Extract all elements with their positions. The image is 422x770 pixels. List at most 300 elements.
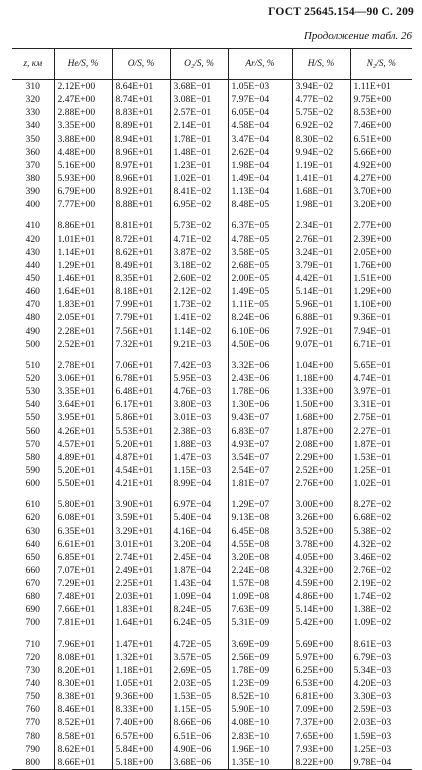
ratio-cell: 5.84E+00: [112, 743, 170, 756]
table-row: [12, 259, 412, 272]
table-row: [12, 311, 412, 324]
ratio-cell: 1.98E−04: [228, 159, 292, 172]
altitude-cell: 790: [25, 743, 40, 755]
ratio-cell: 1.87E−01: [350, 438, 412, 451]
ratio-cell: 2.12E+00: [54, 80, 112, 94]
ratio-cell: 2.83E−10: [228, 730, 292, 743]
ratio-cell: 1.88E−03: [170, 438, 228, 451]
altitude-cell: 580: [25, 451, 40, 463]
ratio-cell: 2.57E−01: [170, 106, 228, 119]
spacer-cell: [350, 630, 412, 638]
ratio-cell: 4.78E−05: [228, 233, 292, 246]
ratio-cell: 2.76E−01: [292, 233, 350, 246]
ratio-cell: 8.20E+01: [54, 664, 112, 677]
ratio-cell: 1.64E+01: [112, 616, 170, 629]
ratio-cell: 3.70E+00: [350, 185, 412, 198]
table-row: [12, 106, 412, 119]
table-row: [12, 690, 412, 703]
column-header: Ar/S, %: [228, 49, 292, 80]
table-row: [12, 185, 412, 198]
ratio-cell: 6.53E+00: [292, 677, 350, 690]
altitude-cell: 400: [25, 199, 40, 211]
ratio-cell: 9.07E−01: [292, 338, 350, 351]
ratio-cell: 1.78E−09: [228, 664, 292, 677]
ratio-cell: 2.56E−09: [228, 651, 292, 664]
table-body: [12, 80, 412, 770]
ratio-cell: 9.36E+00: [112, 690, 170, 703]
altitude-cell: 630: [25, 525, 40, 537]
ratio-cell: 8.24E−05: [170, 603, 228, 616]
ratio-cell: 3.00E+00: [292, 498, 350, 511]
column-header: z, км: [12, 49, 54, 80]
ratio-cell: 1.19E−01: [292, 159, 350, 172]
ratio-cell: 1.33E+00: [292, 385, 350, 398]
ratio-cell: 5.95E−03: [170, 372, 228, 385]
ratio-cell: 2.19E−02: [350, 577, 412, 590]
altitude-cell: 350: [25, 133, 40, 145]
ratio-cell: 4.87E+01: [112, 451, 170, 464]
ratio-cell: 8.52E+01: [54, 716, 112, 729]
column-header: O/S, %: [112, 49, 170, 80]
ratio-cell: 7.92E−01: [292, 325, 350, 338]
ratio-cell: 1.29E+01: [54, 259, 112, 272]
ratio-cell: 4.76E−03: [170, 385, 228, 398]
column-header: O₂/S, %: [170, 49, 228, 80]
ratio-cell: 8.62E+01: [112, 246, 170, 259]
ratio-cell: 6.08E+01: [54, 511, 112, 524]
table-row: [12, 159, 412, 172]
ratio-cell: 2.05E+00: [350, 246, 412, 259]
table-row: [12, 298, 412, 311]
ratio-cell: 8.99E−04: [170, 477, 228, 490]
ratio-cell: 2.29E+00: [292, 451, 350, 464]
altitude-cell: 520: [25, 372, 40, 384]
ratio-cell: 4.32E−02: [350, 538, 412, 551]
table-row: [12, 477, 412, 490]
ratio-cell: 1.41E−01: [292, 172, 350, 185]
ratio-cell: 2.27E−01: [350, 425, 412, 438]
ratio-cell: 8.96E+01: [112, 146, 170, 159]
ratio-cell: 1.74E−02: [350, 590, 412, 603]
ratio-cell: 9.13E−08: [228, 511, 292, 524]
ratio-cell: 3.29E+01: [112, 525, 170, 538]
ratio-cell: 2.78E+01: [54, 359, 112, 372]
spacer-cell: [228, 351, 292, 359]
ratio-cell: 1.02E−01: [350, 477, 412, 490]
table-row: [12, 677, 412, 690]
altitude-cell: 550: [25, 412, 40, 424]
ratio-cell: 2.00E−05: [228, 272, 292, 285]
spacer-cell: [12, 211, 54, 219]
table-row: [12, 511, 412, 524]
ratio-cell: 8.97E+01: [112, 159, 170, 172]
ratio-cell: 3.46E−02: [350, 551, 412, 564]
table-row: [12, 172, 412, 185]
table-row: [12, 80, 412, 94]
ratio-cell: 6.81E+00: [292, 690, 350, 703]
spacer-cell: [350, 490, 412, 498]
ratio-cell: 6.68E−02: [350, 511, 412, 524]
ratio-cell: 2.08E+00: [292, 438, 350, 451]
spacer-cell: [112, 351, 170, 359]
ratio-cell: 3.95E+01: [54, 411, 112, 424]
group-spacer: [12, 351, 412, 359]
ratio-cell: 4.93E−07: [228, 438, 292, 451]
ratio-cell: 4.71E−02: [170, 233, 228, 246]
ratio-cell: 8.27E−02: [350, 498, 412, 511]
ratio-cell: 7.32E+01: [112, 338, 170, 351]
ratio-cell: 2.24E−08: [228, 564, 292, 577]
altitude-cell: 460: [25, 286, 40, 298]
altitude-cell: 310: [25, 81, 40, 92]
ratio-cell: 7.07E+01: [54, 564, 112, 577]
altitude-cell: 600: [25, 478, 40, 490]
altitude-cell: 660: [25, 564, 40, 576]
ratio-cell: 3.69E−09: [228, 638, 292, 651]
table-row: [12, 411, 412, 424]
ratio-cell: 3.68E−01: [170, 80, 228, 94]
ratio-cell: 1.43E−04: [170, 577, 228, 590]
spacer-cell: [292, 490, 350, 498]
column-header: H/S, %: [292, 49, 350, 80]
altitude-cell: 700: [25, 617, 40, 629]
ratio-cell: 1.68E−01: [292, 185, 350, 198]
ratio-cell: 8.33E+00: [112, 703, 170, 716]
ratio-cell: 1.35E−10: [228, 756, 292, 770]
ratio-cell: 1.68E+00: [292, 411, 350, 424]
ratio-cell: 1.78E−06: [228, 385, 292, 398]
table-row: [12, 398, 412, 411]
ratio-cell: 1.49E−04: [228, 172, 292, 185]
ratio-cell: 1.14E−02: [170, 325, 228, 338]
table-row: [12, 285, 412, 298]
ratio-cell: 7.48E+01: [54, 590, 112, 603]
ratio-cell: 3.26E+00: [292, 511, 350, 524]
spacer-cell: [112, 211, 170, 219]
ratio-cell: 5.86E+01: [112, 411, 170, 424]
ratio-cell: 3.06E+01: [54, 372, 112, 385]
ratio-cell: 5.73E−02: [170, 219, 228, 232]
ratio-cell: 4.72E−05: [170, 638, 228, 651]
ratio-cell: 5.90E−10: [228, 703, 292, 716]
table-row: [12, 525, 412, 538]
ratio-cell: 1.05E−03: [228, 80, 292, 94]
ratio-cell: 1.46E+01: [54, 272, 112, 285]
ratio-cell: 3.35E+01: [54, 385, 112, 398]
ratio-cell: 1.51E+00: [350, 272, 412, 285]
ratio-cell: 1.18E+00: [292, 372, 350, 385]
ratio-cell: 1.25E−01: [350, 464, 412, 477]
ratio-cell: 9.36E−01: [350, 311, 412, 324]
ratio-cell: 6.17E+01: [112, 398, 170, 411]
ratio-cell: 8.30E−02: [292, 133, 350, 146]
altitude-cell: 330: [25, 107, 40, 119]
ratio-cell: 9.78E−04: [350, 756, 412, 770]
ratio-cell: 1.76E+00: [350, 259, 412, 272]
ratio-cell: 4.08E−10: [228, 716, 292, 729]
ratio-cell: 5.20E+01: [54, 464, 112, 477]
ratio-cell: 3.58E−05: [228, 246, 292, 259]
table-row: [12, 146, 412, 159]
altitude-cell: 610: [25, 499, 40, 511]
ratio-cell: 4.21E+01: [112, 477, 170, 490]
ratio-cell: 3.52E+00: [292, 525, 350, 538]
table-header-row: [12, 49, 412, 80]
altitude-cell: 680: [25, 591, 40, 603]
ratio-cell: 2.38E−03: [170, 425, 228, 438]
ratio-cell: 2.59E−03: [350, 703, 412, 716]
ratio-cell: 4.90E−06: [170, 743, 228, 756]
ratio-cell: 2.03E−05: [170, 677, 228, 690]
ratio-cell: 7.46E+00: [350, 119, 412, 132]
ratio-cell: 5.50E+01: [54, 477, 112, 490]
ratio-cell: 8.66E−06: [170, 716, 228, 729]
ratio-cell: 3.20E−08: [228, 551, 292, 564]
ratio-cell: 8.30E+01: [54, 677, 112, 690]
ratio-cell: 1.49E−05: [228, 285, 292, 298]
ratio-cell: 4.86E+00: [292, 590, 350, 603]
ratio-cell: 4.50E−06: [228, 338, 292, 351]
altitude-cell: 530: [25, 386, 40, 398]
ratio-cell: 2.75E−01: [350, 411, 412, 424]
altitude-cell: 690: [25, 604, 40, 616]
ratio-cell: 6.57E+00: [112, 730, 170, 743]
ratio-cell: 2.39E+00: [350, 233, 412, 246]
ratio-cell: 8.52E−10: [228, 690, 292, 703]
ratio-cell: 1.23E−09: [228, 677, 292, 690]
table-row: [12, 638, 412, 651]
ratio-cell: 5.65E−01: [350, 359, 412, 372]
ratio-cell: 3.97E−01: [350, 385, 412, 398]
ratio-cell: 5.53E+01: [112, 425, 170, 438]
ratio-cell: 1.29E+00: [350, 285, 412, 298]
table-row: [12, 338, 412, 351]
ratio-cell: 2.54E−07: [228, 464, 292, 477]
ratio-cell: 1.15E−05: [170, 703, 228, 716]
table-row: [12, 730, 412, 743]
ratio-cell: 6.95E−02: [170, 198, 228, 211]
ratio-cell: 4.54E+01: [112, 464, 170, 477]
ratio-cell: 6.71E−01: [350, 338, 412, 351]
ratio-cell: 1.15E−03: [170, 464, 228, 477]
group-spacer: [12, 630, 412, 638]
altitude-cell: 670: [25, 578, 40, 590]
ratio-cell: 1.96E−10: [228, 743, 292, 756]
ratio-cell: 6.48E+01: [112, 385, 170, 398]
spacer-cell: [292, 351, 350, 359]
ratio-cell: 6.45E−08: [228, 525, 292, 538]
ratio-cell: 3.47E−04: [228, 133, 292, 146]
ratio-cell: 1.59E−03: [350, 730, 412, 743]
altitude-cell: 410: [25, 220, 40, 232]
ratio-cell: 3.80E−03: [170, 398, 228, 411]
altitude-cell: 770: [25, 717, 40, 729]
ratio-cell: 8.46E+01: [54, 703, 112, 716]
ratio-cell: 1.10E+00: [350, 298, 412, 311]
ratio-cell: 5.16E+00: [54, 159, 112, 172]
ratio-cell: 8.74E+01: [112, 93, 170, 106]
ratio-cell: 6.51E−06: [170, 730, 228, 743]
ratio-cell: 9.21E−03: [170, 338, 228, 351]
ratio-cell: 7.63E−09: [228, 603, 292, 616]
ratio-cell: 1.57E−08: [228, 577, 292, 590]
table-row: [12, 716, 412, 729]
spacer-cell: [112, 490, 170, 498]
ratio-cell: 4.55E−08: [228, 538, 292, 551]
table-row: [12, 233, 412, 246]
table-row: [12, 564, 412, 577]
altitude-cell: 440: [25, 259, 40, 271]
ratio-cell: 8.61E−03: [350, 638, 412, 651]
ratio-cell: 2.69E−05: [170, 664, 228, 677]
table-row: [12, 198, 412, 211]
ratio-cell: 7.42E−03: [170, 359, 228, 372]
altitude-cell: 730: [25, 664, 40, 676]
ratio-cell: 1.29E−07: [228, 498, 292, 511]
ratio-cell: 8.49E+01: [112, 259, 170, 272]
spacer-cell: [350, 351, 412, 359]
ratio-cell: 1.18E+01: [112, 664, 170, 677]
altitude-cell: 510: [25, 359, 40, 371]
ratio-cell: 8.53E+00: [350, 106, 412, 119]
ratio-cell: 5.18E+00: [112, 756, 170, 770]
table-row: [12, 498, 412, 511]
spacer-cell: [170, 351, 228, 359]
altitude-cell: 390: [25, 186, 40, 198]
ratio-cell: 8.94E+01: [112, 133, 170, 146]
ratio-cell: 3.94E−02: [292, 80, 350, 94]
table-row: [12, 219, 412, 232]
ratio-cell: 9.75E+00: [350, 93, 412, 106]
ratio-cell: 5.66E+00: [350, 146, 412, 159]
altitude-cell: 650: [25, 551, 40, 563]
ratio-cell: 1.05E+01: [112, 677, 170, 690]
ratio-cell: 3.57E−05: [170, 651, 228, 664]
spacer-cell: [292, 630, 350, 638]
ratio-cell: 3.68E−06: [170, 756, 228, 770]
altitude-cell: 320: [25, 94, 40, 106]
table-row: [12, 616, 412, 629]
ratio-cell: 2.52E+00: [292, 464, 350, 477]
ratio-cell: 2.88E+00: [54, 106, 112, 119]
table-row: [12, 272, 412, 285]
table-row: [12, 551, 412, 564]
ratio-cell: 3.64E+01: [54, 398, 112, 411]
ratio-cell: 3.78E+00: [292, 538, 350, 551]
table-row: [12, 372, 412, 385]
ratio-cell: 4.05E+00: [292, 551, 350, 564]
altitude-cell: 420: [25, 233, 40, 245]
ratio-cell: 7.97E−04: [228, 93, 292, 106]
spacer-cell: [12, 351, 54, 359]
ratio-cell: 8.72E+01: [112, 233, 170, 246]
ratio-cell: 3.18E−02: [170, 259, 228, 272]
table-row: [12, 603, 412, 616]
data-table: [12, 48, 412, 770]
table-row: [12, 438, 412, 451]
ratio-cell: 1.73E−02: [170, 298, 228, 311]
ratio-cell: 8.18E+01: [112, 285, 170, 298]
spacer-cell: [228, 211, 292, 219]
ratio-cell: 2.76E−02: [350, 564, 412, 577]
ratio-cell: 3.90E+01: [112, 498, 170, 511]
ratio-cell: 4.59E+00: [292, 577, 350, 590]
ratio-cell: 7.06E+01: [112, 359, 170, 372]
altitude-cell: 500: [25, 338, 40, 350]
ratio-cell: 1.53E−05: [170, 690, 228, 703]
ratio-cell: 2.60E−02: [170, 272, 228, 285]
ratio-cell: 6.05E−04: [228, 106, 292, 119]
spacer-cell: [292, 211, 350, 219]
ratio-cell: 5.75E−02: [292, 106, 350, 119]
ratio-cell: 4.16E−04: [170, 525, 228, 538]
ratio-cell: 5.69E+00: [292, 638, 350, 651]
altitude-cell: 380: [25, 172, 40, 184]
ratio-cell: 4.89E+01: [54, 451, 112, 464]
ratio-cell: 6.92E−02: [292, 119, 350, 132]
ratio-cell: 4.77E−02: [292, 93, 350, 106]
spacer-cell: [54, 351, 112, 359]
ratio-cell: 2.49E+01: [112, 564, 170, 577]
ratio-cell: 1.53E−01: [350, 451, 412, 464]
ratio-cell: 8.41E−02: [170, 185, 228, 198]
ratio-cell: 5.40E−04: [170, 511, 228, 524]
ratio-cell: 2.05E+01: [54, 311, 112, 324]
ratio-cell: 3.20E−04: [170, 538, 228, 551]
altitude-cell: 490: [25, 325, 40, 337]
altitude-cell: 480: [25, 312, 40, 324]
ratio-cell: 2.62E−04: [228, 146, 292, 159]
spacer-cell: [112, 630, 170, 638]
spacer-cell: [12, 490, 54, 498]
ratio-cell: 2.03E−03: [350, 716, 412, 729]
table-row: [12, 577, 412, 590]
ratio-cell: 4.26E+01: [54, 425, 112, 438]
ratio-cell: 1.98E−01: [292, 198, 350, 211]
table-row: [12, 119, 412, 132]
spacer-cell: [170, 490, 228, 498]
ratio-cell: 6.37E−05: [228, 219, 292, 232]
table-continuation-caption: Продолжение табл. 26: [303, 30, 412, 42]
altitude-cell: 450: [25, 272, 40, 284]
spacer-cell: [350, 211, 412, 219]
altitude-cell: 780: [25, 730, 40, 742]
ratio-cell: 2.77E+00: [350, 219, 412, 232]
spacer-cell: [12, 630, 54, 638]
ratio-cell: 2.52E+01: [54, 338, 112, 351]
ratio-cell: 3.87E−02: [170, 246, 228, 259]
table-row: [12, 743, 412, 756]
ratio-cell: 7.56E+01: [112, 325, 170, 338]
ratio-cell: 7.96E+01: [54, 638, 112, 651]
group-spacer: [12, 490, 412, 498]
ratio-cell: 6.24E−05: [170, 616, 228, 629]
ratio-cell: 7.81E+01: [54, 616, 112, 629]
ratio-cell: 6.78E+01: [112, 372, 170, 385]
ratio-cell: 2.68E−05: [228, 259, 292, 272]
altitude-cell: 640: [25, 538, 40, 550]
group-spacer: [12, 211, 412, 219]
ratio-cell: 3.01E+01: [112, 538, 170, 551]
ratio-cell: 5.34E−03: [350, 664, 412, 677]
ratio-cell: 5.97E+00: [292, 651, 350, 664]
altitude-cell: 740: [25, 678, 40, 690]
table-row: [12, 359, 412, 372]
ratio-cell: 9.94E−02: [292, 146, 350, 159]
ratio-cell: 4.20E−03: [350, 677, 412, 690]
ratio-cell: 7.40E+00: [112, 716, 170, 729]
ratio-cell: 2.34E−01: [292, 219, 350, 232]
